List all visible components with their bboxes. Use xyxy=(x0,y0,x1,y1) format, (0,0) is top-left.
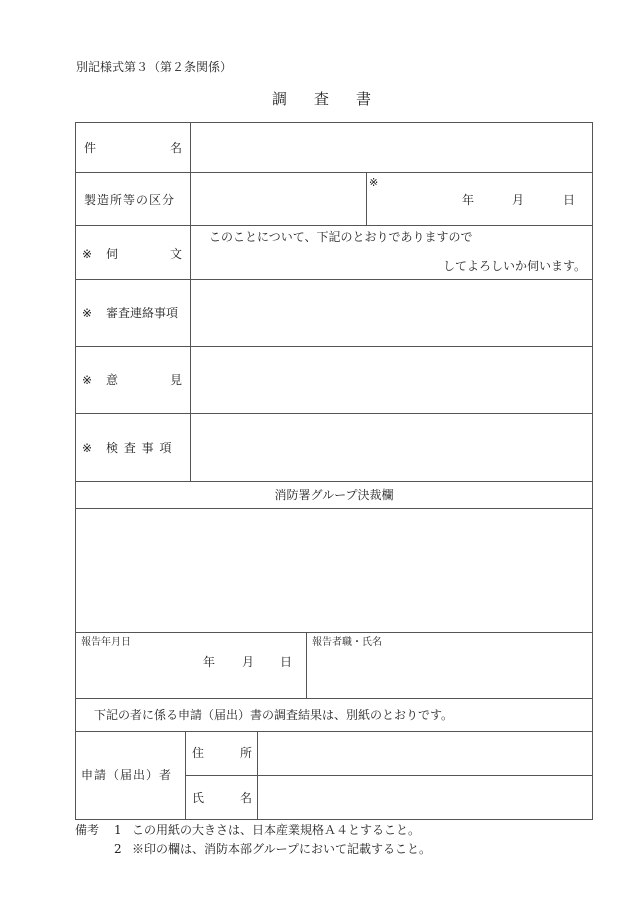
approval-header xyxy=(76,482,592,508)
name-label-left: 氏 xyxy=(192,791,205,805)
title-char: 調 xyxy=(272,90,288,108)
date-month: 月 xyxy=(512,193,525,207)
page-title xyxy=(272,88,398,109)
report-date-year: 年 xyxy=(203,655,216,669)
asterisk-mark: ※ xyxy=(369,176,379,189)
row-divider xyxy=(75,698,593,699)
note-number: 1 xyxy=(114,823,122,837)
subject-field[interactable] xyxy=(191,123,592,172)
report-date-label: 報告年月日 xyxy=(81,637,131,648)
asterisk-mark: ※ xyxy=(82,247,93,261)
inspection-label-text: 検 査 事 項 xyxy=(106,441,173,455)
table-border-right xyxy=(592,122,593,820)
applicant-label: 申請（届出）者 xyxy=(81,768,173,782)
table-border-left xyxy=(75,122,76,820)
inquiry-line-2: してよろしいか伺います。 xyxy=(442,259,586,273)
opinion-field[interactable] xyxy=(191,347,592,413)
date-year: 年 xyxy=(462,193,475,207)
note-text: ※印の欄は、消防本部グループにおいて記載すること。 xyxy=(132,842,432,856)
opinion-label-left: 意 xyxy=(106,373,119,387)
review-field[interactable] xyxy=(191,280,592,346)
inquiry-line-1: このことについて、下記のとおりでありますので xyxy=(209,230,473,244)
report-date-field[interactable] xyxy=(76,633,306,698)
address-label-right: 所 xyxy=(240,746,253,760)
asterisk-mark: ※ xyxy=(82,373,93,387)
name-field[interactable] xyxy=(258,776,592,819)
inquiry-label-left: 伺 xyxy=(106,247,119,261)
approval-field[interactable] xyxy=(76,509,592,632)
asterisk-mark: ※ xyxy=(82,441,93,455)
opinion-label-right: 見 xyxy=(170,373,183,387)
notes-heading: 備考 xyxy=(75,823,100,837)
category-field[interactable] xyxy=(191,173,366,225)
address-field[interactable] xyxy=(258,732,592,775)
note-text: この用紙の大きさは、日本産業規格Ａ４とすること。 xyxy=(132,823,421,837)
title-char: 査 xyxy=(314,90,330,108)
review-label-text: 審査連絡事項 xyxy=(106,306,179,320)
statement-text: 下記の者に係る申請（届出）書の調査結果は、別紙のとおりです。 xyxy=(94,708,454,722)
category-date-field[interactable] xyxy=(367,173,592,225)
inspection-field[interactable] xyxy=(191,414,592,481)
applicant-split-1 xyxy=(185,731,186,819)
table-border-bottom xyxy=(75,819,593,820)
report-date-month: 月 xyxy=(242,655,255,669)
report-date-day: 日 xyxy=(280,655,293,669)
approval-header-label: 消防署グループ決裁欄 xyxy=(274,488,394,502)
inquiry-label-right: 文 xyxy=(170,247,183,261)
title-char: 書 xyxy=(356,90,372,108)
address-label-left: 住 xyxy=(192,746,205,760)
note-number: 2 xyxy=(114,842,122,856)
subject-label-right: 名 xyxy=(170,141,183,155)
name-label-right: 名 xyxy=(240,791,253,805)
category-label: 製造所等の区分 xyxy=(84,193,176,207)
form-number: 別記様式第３（第２条関係） xyxy=(76,60,233,74)
inquiry-field[interactable] xyxy=(191,226,592,279)
asterisk-mark: ※ xyxy=(82,306,93,320)
date-day: 日 xyxy=(563,193,576,207)
reporter-field[interactable] xyxy=(307,633,592,698)
reporter-label: 報告者職・氏名 xyxy=(312,637,382,648)
subject-label-left: 件 xyxy=(84,141,97,155)
